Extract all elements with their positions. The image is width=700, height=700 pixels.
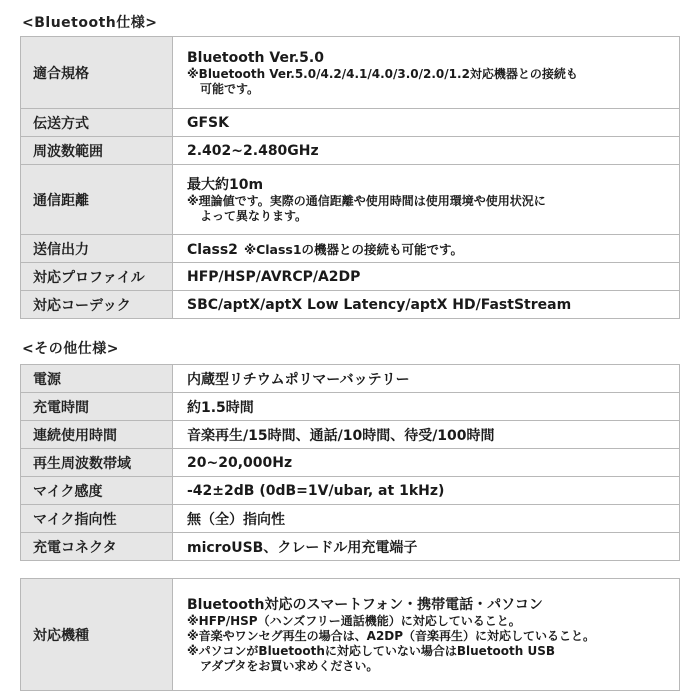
spec-row-standard: [21, 37, 680, 109]
power-output-value: Class2: [187, 241, 238, 258]
spec-label-standard: 適合規格: [21, 37, 173, 109]
spec-value-transmission: GFSK: [173, 109, 680, 137]
spec-label-range: 通信距離: [21, 165, 173, 235]
spec-row-usage-time: [21, 421, 680, 449]
standard-note-line-2: 可能です。: [200, 81, 260, 96]
spec-label-profiles: 対応プロファイル: [21, 263, 173, 291]
spec-value-power-output: [173, 235, 680, 263]
spec-label-compatible-devices: 対応機種: [21, 579, 173, 691]
spec-value-compatible-devices: [173, 579, 680, 691]
spec-row-mic-sensitivity: [21, 477, 680, 505]
spec-row-charge-time: [21, 393, 680, 421]
spec-label-power-source: 電源: [21, 365, 173, 393]
compat-note-line-4: アダプタをお買い求めください。: [200, 658, 379, 673]
spec-label-charge-connector: 充電コネクタ: [21, 533, 173, 561]
spec-label-charge-time: 充電時間: [21, 393, 173, 421]
spec-value-charge-connector: microUSB、クレードル用充電端子: [173, 533, 680, 561]
spec-row-profiles: [21, 263, 680, 291]
spec-row-power-source: [21, 365, 680, 393]
spec-row-codecs: [21, 291, 680, 319]
compat-note-line-1: ※HFP/HSP（ハンズフリー通話機能）に対応していること。: [187, 613, 521, 628]
spec-value-power-source: 内蔵型リチウムポリマーバッテリー: [173, 365, 680, 393]
spec-row-transmission: [21, 109, 680, 137]
spec-row-power-output: [21, 235, 680, 263]
spec-label-power-output: 送信出力: [21, 235, 173, 263]
spec-row-frequency-response: [21, 449, 680, 477]
spec-value-frequency: 2.402~2.480GHz: [173, 137, 680, 165]
spec-label-frequency-response: 再生周波数帯域: [21, 449, 173, 477]
spec-label-codecs: 対応コーデック: [21, 291, 173, 319]
spec-label-frequency: 周波数範囲: [21, 137, 173, 165]
compat-table: [20, 578, 680, 691]
spec-label-usage-time: 連続使用時間: [21, 421, 173, 449]
spec-value-mic-directivity: 無（全）指向性: [173, 505, 680, 533]
spec-row-frequency: [21, 137, 680, 165]
bluetooth-spec-heading: <Bluetooth仕様>: [22, 15, 158, 31]
standard-value: Bluetooth Ver.5.0: [187, 49, 324, 66]
spec-value-charge-time: 約1.5時間: [173, 393, 680, 421]
spec-label-transmission: 伝送方式: [21, 109, 173, 137]
spec-value-mic-sensitivity: -42±2dB (0dB=1V/ubar, at 1kHz): [173, 477, 680, 505]
spec-row-charge-connector: [21, 533, 680, 561]
spec-row-range: [21, 165, 680, 235]
spec-value-frequency-response: 20~20,000Hz: [173, 449, 680, 477]
spec-row-compatible-devices: [21, 579, 680, 691]
compat-value: Bluetooth対応のスマートフォン・携帯電話・パソコン: [187, 596, 543, 613]
spec-value-range: [173, 165, 680, 235]
spec-label-mic-sensitivity: マイク感度: [21, 477, 173, 505]
other-spec-heading: <その他仕様>: [22, 341, 119, 357]
spec-label-mic-directivity: マイク指向性: [21, 505, 173, 533]
compat-note-line-2: ※音楽やワンセグ再生の場合は、A2DP（音楽再生）に対応していること。: [187, 628, 596, 643]
spec-value-usage-time: 音楽再生/15時間、通話/10時間、待受/100時間: [173, 421, 680, 449]
range-note-line-2: よって異なります。: [200, 208, 308, 223]
compat-note-line-3: ※パソコンがBluetoothに対応していない場合はBluetooth USB: [187, 643, 556, 658]
range-note-line-1: ※理論値です。実際の通信距離や使用時間は使用環境や使用状況に: [187, 193, 546, 208]
spec-value-standard: [173, 37, 680, 109]
other-spec-table: [20, 364, 680, 561]
standard-note-line-1: ※Bluetooth Ver.5.0/4.2/4.1/4.0/3.0/2.0/1.2対応機器との接続も: [187, 66, 578, 81]
spec-row-mic-directivity: [21, 505, 680, 533]
spec-value-profiles: HFP/HSP/AVRCP/A2DP: [173, 263, 680, 291]
range-value: 最大約10m: [187, 176, 264, 193]
bluetooth-spec-table: [20, 36, 680, 319]
power-output-note: ※Class1の機器との接続も可能です。: [243, 241, 464, 257]
spec-value-codecs: SBC/aptX/aptX Low Latency/aptX HD/FastStream: [173, 291, 680, 319]
